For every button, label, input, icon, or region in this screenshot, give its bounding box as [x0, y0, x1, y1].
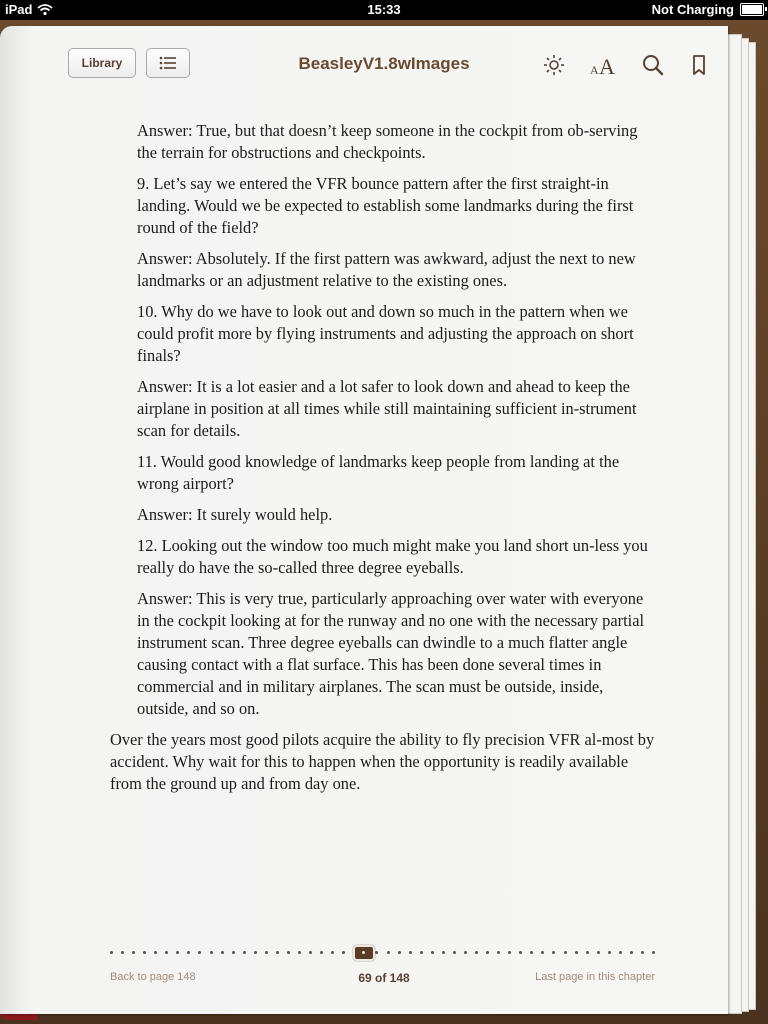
bookmark-button[interactable] [686, 52, 712, 78]
status-bar [0, 0, 768, 20]
scrubber-dot [641, 951, 644, 954]
svg-text:A: A [599, 54, 615, 76]
svg-text:A: A [590, 63, 599, 76]
scrubber-dot [143, 951, 146, 954]
scrubber-dot [309, 951, 312, 954]
clock: 15:33 [367, 2, 401, 17]
scrubber-dot [210, 951, 213, 954]
paragraph: 9. Let’s say we entered the VFR bounce pattern after the first straight-in landing. Would we be expected to establish some landmarks during the first round of the field? [137, 174, 634, 237]
bookmark-icon [692, 55, 706, 75]
scrubber-dot [597, 951, 600, 954]
book-title: BeasleyV1.8wImages [298, 54, 470, 73]
scrubber-dot [331, 951, 334, 954]
brightness-button[interactable] [541, 52, 567, 78]
scrubber-dot [132, 951, 135, 954]
scrubber-dot [265, 951, 268, 954]
scrubber-dot [154, 951, 157, 954]
back-to-page-link[interactable]: Back to page 148 [110, 971, 196, 983]
scrubber-dot [398, 951, 401, 954]
scrubber-dot [110, 951, 113, 954]
scrubber-dot [652, 951, 655, 954]
page-content [110, 120, 658, 804]
scrubber-dot [221, 951, 224, 954]
paragraph: 12. Looking out the window too much might make you land short un-less you really do have the so-called three degree eyeballs. [137, 536, 648, 577]
scrubber-dot [342, 951, 345, 954]
scrubber-dot [464, 951, 467, 954]
scrubber-dot [630, 951, 633, 954]
paragraph: 10. Why do we have to look out and down so much in the pattern when we could profit more by flying instruments and adjusting the approach on short finals? [137, 302, 634, 365]
scrubber-dot [409, 951, 412, 954]
scrubber-dot [519, 951, 522, 954]
scrubber-dot [486, 951, 489, 954]
search-icon [642, 54, 664, 76]
scrubber-dot [608, 951, 611, 954]
list-icon [159, 56, 177, 70]
brightness-icon [543, 54, 565, 76]
paragraph: Answer: Absolutely. If the first pattern was awkward, adjust the next to new landmarks or an adjustment relative to the existing ones. [137, 249, 636, 290]
paragraph: Answer: It surely would help. [137, 505, 333, 524]
font-size-button[interactable] [588, 52, 620, 78]
scrubber-dot [619, 951, 622, 954]
scrubber-dot [497, 951, 500, 954]
scrubber-dot [575, 951, 578, 954]
scrubber-dot [541, 951, 544, 954]
scrubber-dot [420, 951, 423, 954]
device-label: iPad [5, 2, 33, 17]
scrubber-dot [121, 951, 124, 954]
battery-icon [740, 3, 764, 16]
scrubber-dot [453, 951, 456, 954]
scrubber-dot [552, 951, 555, 954]
search-button[interactable] [640, 52, 666, 78]
paragraph: Answer: It is a lot easier and a lot safer to look down and ahead to keep the airplane in position at all times while still maintaining sufficient in-strument scan for details. [137, 377, 637, 440]
paragraph: 11. Would good knowledge of landmarks keep people from landing at the wrong airport? [137, 452, 620, 493]
scrubber-dot [508, 951, 511, 954]
scrubber-dot [287, 951, 290, 954]
scrubber-dot [187, 951, 190, 954]
scrubber-dot [475, 951, 478, 954]
scrubber-dot [586, 951, 589, 954]
chapter-status: Last page in this chapter [535, 971, 655, 983]
scrubber-dot [165, 951, 168, 954]
scrubber-handle[interactable] [353, 945, 375, 961]
scrubber-dot [232, 951, 235, 954]
scrubber-dot [564, 951, 567, 954]
scrubber-dot [431, 951, 434, 954]
paragraph: Answer: This is very true, particularly approaching over water with everyone in the cockpit looking at for the runway and no one with the necessary partial instrument scan. Three degree eyeballs can dwindle to a much flatter angle causing contact with a flat surface. This has been done several times in commercial and in military airplanes. The scan must be outside, inside, outside, and so on. [137, 589, 645, 718]
paragraph: Over the years most good pilots acquire the ability to fly precision VFR al-most by accident. Why wait for this to happen when the opportunity is readily available from the ground up and from day one. [110, 730, 655, 793]
scrubber-dot [276, 951, 279, 954]
scrubber-dot [243, 951, 246, 954]
scrubber-dot [387, 951, 390, 954]
page-indicator: 69 of 148 [358, 971, 410, 985]
scrubber-dot [298, 951, 301, 954]
font-size-icon [589, 54, 619, 76]
scrubber-dot [198, 951, 201, 954]
library-button[interactable]: Library [68, 48, 136, 78]
scrubber-dot [530, 951, 533, 954]
scrubber-dot [320, 951, 323, 954]
scrubber-dot [442, 951, 445, 954]
charging-status: Not Charging [651, 2, 734, 17]
scrubber-dot [176, 951, 179, 954]
table-of-contents-button[interactable] [146, 48, 190, 78]
paragraph: Answer: True, but that doesn’t keep someone in the cockpit from ob-serving the terrain for obstructions and checkpoints. [137, 121, 638, 162]
scrubber-dot [254, 951, 257, 954]
page-scrubber[interactable] [110, 950, 656, 956]
scrubber-dot [375, 951, 378, 954]
